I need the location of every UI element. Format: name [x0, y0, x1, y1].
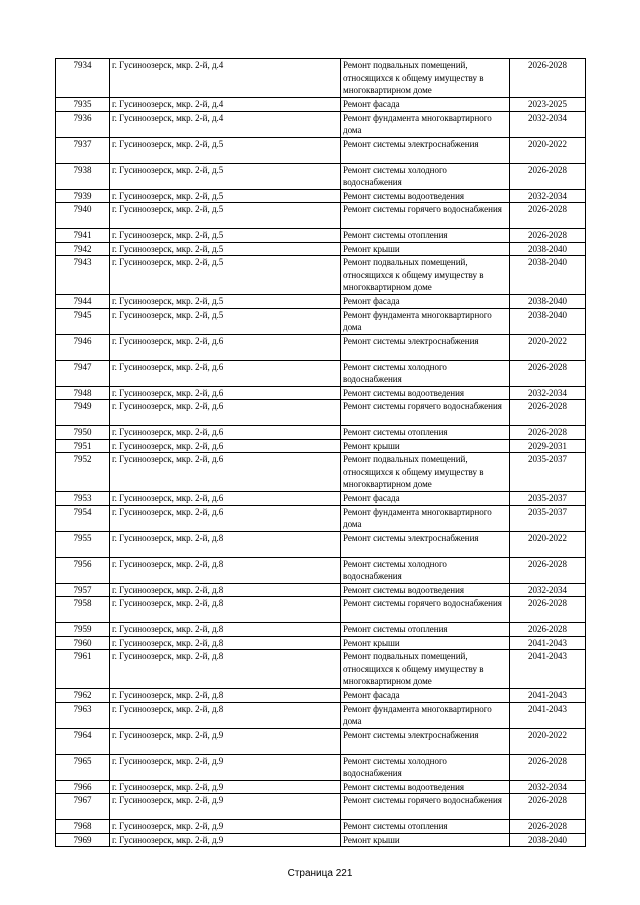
table-row	[56, 400, 586, 426]
row-number-cell: 7963	[56, 702, 110, 728]
table-row	[56, 820, 586, 834]
address-cell: г. Гусиноозерск, мкр. 2-й, д.8	[110, 597, 341, 623]
row-number-cell: 7955	[56, 531, 110, 557]
table-row	[56, 386, 586, 400]
table-row	[56, 780, 586, 794]
work-type-cell: Ремонт фундамента многоквартирного дома	[341, 111, 510, 137]
page-number: Страница 221	[287, 868, 353, 879]
work-type-cell: Ремонт системы горячего водоснабжения	[341, 597, 510, 623]
row-number-cell: 7948	[56, 386, 110, 400]
period-cell: 2020-2022	[510, 531, 586, 557]
table-row	[56, 137, 586, 163]
address-cell: г. Гусиноозерск, мкр. 2-й, д.6	[110, 439, 341, 453]
address-cell: г. Гусиноозерск, мкр. 2-й, д.5	[110, 137, 341, 163]
period-cell: 2020-2022	[510, 334, 586, 360]
period-cell: 2026-2028	[510, 426, 586, 440]
row-number-cell: 7947	[56, 360, 110, 386]
work-type-cell: Ремонт системы водоотведения	[341, 583, 510, 597]
work-type-cell: Ремонт системы горячего водоснабжения	[341, 794, 510, 820]
table-body	[56, 59, 586, 847]
table-row	[56, 163, 586, 189]
address-cell: г. Гусиноозерск, мкр. 2-й, д.5	[110, 256, 341, 295]
row-number-cell: 7936	[56, 111, 110, 137]
work-type-cell: Ремонт системы отопления	[341, 623, 510, 637]
period-cell: 2023-2025	[510, 98, 586, 112]
address-cell: г. Гусиноозерск, мкр. 2-й, д.8	[110, 636, 341, 650]
period-cell: 2032-2034	[510, 111, 586, 137]
table-row	[56, 557, 586, 583]
table-row	[56, 203, 586, 229]
work-type-cell: Ремонт системы электроснабжения	[341, 728, 510, 754]
period-cell: 2038-2040	[510, 308, 586, 334]
period-cell: 2038-2040	[510, 242, 586, 256]
work-type-cell: Ремонт системы холодного водоснабжения	[341, 360, 510, 386]
work-type-cell: Ремонт крыши	[341, 636, 510, 650]
row-number-cell: 7968	[56, 820, 110, 834]
table-row	[56, 531, 586, 557]
row-number-cell: 7941	[56, 229, 110, 243]
work-type-cell: Ремонт подвальных помещений, относящихся к общему имуществу в многоквартирном доме	[341, 59, 510, 98]
work-type-cell: Ремонт крыши	[341, 439, 510, 453]
work-type-cell: Ремонт системы отопления	[341, 820, 510, 834]
work-type-cell: Ремонт системы водоотведения	[341, 386, 510, 400]
period-cell: 2026-2028	[510, 794, 586, 820]
row-number-cell: 7966	[56, 780, 110, 794]
period-cell: 2041-2043	[510, 702, 586, 728]
table-row	[56, 492, 586, 506]
work-type-cell: Ремонт фундамента многоквартирного дома	[341, 308, 510, 334]
table-row	[56, 439, 586, 453]
work-type-cell: Ремонт подвальных помещений, относящихся к общему имуществу в многоквартирном доме	[341, 256, 510, 295]
table-row	[56, 111, 586, 137]
address-cell: г. Гусиноозерск, мкр. 2-й, д.9	[110, 794, 341, 820]
address-cell: г. Гусиноозерск, мкр. 2-й, д.8	[110, 531, 341, 557]
address-cell: г. Гусиноозерск, мкр. 2-й, д.8	[110, 689, 341, 703]
table-row	[56, 636, 586, 650]
address-cell: г. Гусиноозерск, мкр. 2-й, д.8	[110, 583, 341, 597]
work-type-cell: Ремонт системы отопления	[341, 426, 510, 440]
row-number-cell: 7942	[56, 242, 110, 256]
period-cell: 2026-2028	[510, 59, 586, 98]
table-row	[56, 702, 586, 728]
work-type-cell: Ремонт подвальных помещений, относящихся к общему имуществу в многоквартирном доме	[341, 453, 510, 492]
period-cell: 2038-2040	[510, 833, 586, 847]
period-cell: 2020-2022	[510, 728, 586, 754]
row-number-cell: 7959	[56, 623, 110, 637]
address-cell: г. Гусиноозерск, мкр. 2-й, д.8	[110, 702, 341, 728]
row-number-cell: 7956	[56, 557, 110, 583]
row-number-cell: 7951	[56, 439, 110, 453]
period-cell: 2038-2040	[510, 256, 586, 295]
row-number-cell: 7964	[56, 728, 110, 754]
work-type-cell: Ремонт системы водоотведения	[341, 780, 510, 794]
address-cell: г. Гусиноозерск, мкр. 2-й, д.9	[110, 820, 341, 834]
address-cell: г. Гусиноозерск, мкр. 2-й, д.8	[110, 557, 341, 583]
work-type-cell: Ремонт фасада	[341, 295, 510, 309]
table-row	[56, 650, 586, 689]
address-cell: г. Гусиноозерск, мкр. 2-й, д.9	[110, 780, 341, 794]
work-type-cell: Ремонт крыши	[341, 833, 510, 847]
work-type-cell: Ремонт системы горячего водоснабжения	[341, 400, 510, 426]
period-cell: 2026-2028	[510, 597, 586, 623]
work-type-cell: Ремонт фасада	[341, 98, 510, 112]
table-row	[56, 505, 586, 531]
address-cell: г. Гусиноозерск, мкр. 2-й, д.4	[110, 111, 341, 137]
table-row	[56, 295, 586, 309]
table-row	[56, 59, 586, 98]
table-row	[56, 689, 586, 703]
row-number-cell: 7944	[56, 295, 110, 309]
row-number-cell: 7943	[56, 256, 110, 295]
period-cell: 2032-2034	[510, 386, 586, 400]
work-type-cell: Ремонт системы холодного водоснабжения	[341, 557, 510, 583]
work-type-cell: Ремонт системы водоотведения	[341, 189, 510, 203]
row-number-cell: 7937	[56, 137, 110, 163]
row-number-cell: 7967	[56, 794, 110, 820]
period-cell: 2026-2028	[510, 163, 586, 189]
row-number-cell: 7950	[56, 426, 110, 440]
table-row	[56, 426, 586, 440]
period-cell: 2026-2028	[510, 820, 586, 834]
row-number-cell: 7946	[56, 334, 110, 360]
row-number-cell: 7938	[56, 163, 110, 189]
row-number-cell: 7958	[56, 597, 110, 623]
row-number-cell: 7935	[56, 98, 110, 112]
work-type-cell: Ремонт крыши	[341, 242, 510, 256]
address-cell: г. Гусиноозерск, мкр. 2-й, д.4	[110, 59, 341, 98]
work-type-cell: Ремонт системы электроснабжения	[341, 137, 510, 163]
work-type-cell: Ремонт фундамента многоквартирного дома	[341, 505, 510, 531]
address-cell: г. Гусиноозерск, мкр. 2-й, д.5	[110, 189, 341, 203]
work-type-cell: Ремонт фундамента многоквартирного дома	[341, 702, 510, 728]
row-number-cell: 7940	[56, 203, 110, 229]
address-cell: г. Гусиноозерск, мкр. 2-й, д.4	[110, 98, 341, 112]
address-cell: г. Гусиноозерск, мкр. 2-й, д.5	[110, 203, 341, 229]
period-cell: 2041-2043	[510, 650, 586, 689]
row-number-cell: 7953	[56, 492, 110, 506]
work-type-cell: Ремонт системы электроснабжения	[341, 334, 510, 360]
row-number-cell: 7957	[56, 583, 110, 597]
address-cell: г. Гусиноозерск, мкр. 2-й, д.9	[110, 754, 341, 780]
table-row	[56, 597, 586, 623]
address-cell: г. Гусиноозерск, мкр. 2-й, д.6	[110, 492, 341, 506]
work-type-cell: Ремонт системы отопления	[341, 229, 510, 243]
period-cell: 2032-2034	[510, 780, 586, 794]
table-row	[56, 728, 586, 754]
work-type-cell: Ремонт системы электроснабжения	[341, 531, 510, 557]
address-cell: г. Гусиноозерск, мкр. 2-й, д.6	[110, 426, 341, 440]
row-number-cell: 7945	[56, 308, 110, 334]
work-type-cell: Ремонт фасада	[341, 689, 510, 703]
address-cell: г. Гусиноозерск, мкр. 2-й, д.6	[110, 453, 341, 492]
address-cell: г. Гусиноозерск, мкр. 2-й, д.8	[110, 650, 341, 689]
period-cell: 2026-2028	[510, 400, 586, 426]
work-type-cell: Ремонт подвальных помещений, относящихся к общему имуществу в многоквартирном доме	[341, 650, 510, 689]
table-row	[56, 334, 586, 360]
table-row	[56, 189, 586, 203]
work-type-cell: Ремонт системы холодного водоснабжения	[341, 754, 510, 780]
table-row	[56, 308, 586, 334]
period-cell: 2041-2043	[510, 636, 586, 650]
address-cell: г. Гусиноозерск, мкр. 2-й, д.6	[110, 334, 341, 360]
address-cell: г. Гусиноозерск, мкр. 2-й, д.6	[110, 386, 341, 400]
row-number-cell: 7961	[56, 650, 110, 689]
row-number-cell: 7934	[56, 59, 110, 98]
table-row	[56, 833, 586, 847]
period-cell: 2026-2028	[510, 557, 586, 583]
work-type-cell: Ремонт фасада	[341, 492, 510, 506]
address-cell: г. Гусиноозерск, мкр. 2-й, д.6	[110, 400, 341, 426]
period-cell: 2020-2022	[510, 137, 586, 163]
row-number-cell: 7962	[56, 689, 110, 703]
row-number-cell: 7969	[56, 833, 110, 847]
address-cell: г. Гусиноозерск, мкр. 2-й, д.9	[110, 728, 341, 754]
row-number-cell: 7952	[56, 453, 110, 492]
address-cell: г. Гусиноозерск, мкр. 2-й, д.5	[110, 242, 341, 256]
period-cell: 2035-2037	[510, 492, 586, 506]
row-number-cell: 7949	[56, 400, 110, 426]
address-cell: г. Гусиноозерск, мкр. 2-й, д.6	[110, 505, 341, 531]
table-row	[56, 623, 586, 637]
period-cell: 2026-2028	[510, 754, 586, 780]
table-row	[56, 242, 586, 256]
address-cell: г. Гусиноозерск, мкр. 2-й, д.6	[110, 360, 341, 386]
work-type-cell: Ремонт системы горячего водоснабжения	[341, 203, 510, 229]
table-row	[56, 360, 586, 386]
table-row	[56, 794, 586, 820]
period-cell: 2026-2028	[510, 360, 586, 386]
row-number-cell: 7960	[56, 636, 110, 650]
period-cell: 2026-2028	[510, 203, 586, 229]
table-row	[56, 453, 586, 492]
table-row	[56, 583, 586, 597]
period-cell: 2026-2028	[510, 229, 586, 243]
period-cell: 2041-2043	[510, 689, 586, 703]
period-cell: 2032-2034	[510, 189, 586, 203]
row-number-cell: 7965	[56, 754, 110, 780]
period-cell: 2035-2037	[510, 453, 586, 492]
row-number-cell: 7954	[56, 505, 110, 531]
address-cell: г. Гусиноозерск, мкр. 2-й, д.5	[110, 229, 341, 243]
address-cell: г. Гусиноозерск, мкр. 2-й, д.5	[110, 163, 341, 189]
work-type-cell: Ремонт системы холодного водоснабжения	[341, 163, 510, 189]
address-cell: г. Гусиноозерск, мкр. 2-й, д.8	[110, 623, 341, 637]
period-cell: 2032-2034	[510, 583, 586, 597]
table-row	[56, 229, 586, 243]
address-cell: г. Гусиноозерск, мкр. 2-й, д.9	[110, 833, 341, 847]
table-row	[56, 754, 586, 780]
period-cell: 2029-2031	[510, 439, 586, 453]
address-cell: г. Гусиноозерск, мкр. 2-й, д.5	[110, 308, 341, 334]
period-cell: 2038-2040	[510, 295, 586, 309]
period-cell: 2035-2037	[510, 505, 586, 531]
table-row	[56, 256, 586, 295]
table-row	[56, 98, 586, 112]
period-cell: 2026-2028	[510, 623, 586, 637]
row-number-cell: 7939	[56, 189, 110, 203]
address-cell: г. Гусиноозерск, мкр. 2-й, д.5	[110, 295, 341, 309]
repair-schedule-table	[55, 58, 586, 847]
